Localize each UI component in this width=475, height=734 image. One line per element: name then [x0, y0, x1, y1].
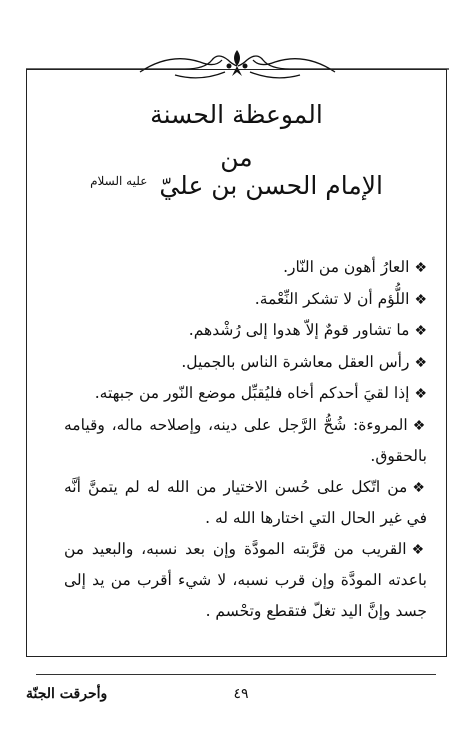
blessing-honorific: عليه السلام	[90, 173, 148, 188]
footer-divider	[36, 674, 436, 675]
saying-text: إذا لقيَ أحدكم أخاه فليُقبِّل موضع النّور من جبهته.	[94, 384, 410, 402]
running-footer-title: وأحرقت الجنّة	[26, 686, 108, 702]
saying-item	[64, 284, 427, 316]
saying-item	[64, 534, 427, 627]
bullet-icon: ❖	[414, 354, 427, 371]
saying-item	[64, 347, 427, 379]
saying-item	[64, 252, 427, 284]
title-line-3	[26, 171, 447, 200]
title-name: الإمام الحسن بن عليّ	[159, 171, 383, 200]
saying-text: القريب من قرَّبته المودَّة وإن بعد نسبه، والبعيد من باعدته المودَّة وإن قرب نسبه، لا شيء أقرب من يد إلى جسد وإنَّ اليد تغلّ فتقطع وتحْسم .	[64, 539, 427, 620]
saying-item	[64, 472, 427, 534]
bullet-icon: ❖	[412, 417, 427, 434]
saying-text: اللُّؤم أن لا تشكر النِّعْمة.	[254, 289, 410, 308]
saying-text: المروءة: شُحُّ الرَّجل على دينه، وإصلاحه ماله، وقيامه بالحقوق.	[64, 415, 427, 465]
title-line-2: من	[220, 143, 253, 172]
saying-text: العارُ أهون من النّار.	[283, 258, 410, 276]
page-number: ٤٩	[233, 686, 249, 702]
title-line-1: الموعظة الحسنة	[150, 100, 323, 129]
sayings-list	[64, 252, 427, 626]
saying-item	[64, 378, 427, 410]
bullet-icon: ❖	[414, 386, 427, 402]
bullet-icon: ❖	[414, 260, 427, 276]
saying-text: من اتّكل على حُسن الاختيار من الله له لم يتمنَّ أنَّه في غير الحال التي اختارها الله له .	[64, 477, 427, 527]
saying-item	[64, 315, 427, 347]
bullet-icon: ❖	[411, 541, 427, 558]
bullet-icon: ❖	[414, 323, 427, 339]
saying-text: رأس العقل معاشرة الناس بالجميل.	[181, 352, 410, 371]
saying-item	[64, 410, 427, 472]
saying-text: ما تشاور قومٌ إلاّ هدوا إلى رُشْدهم.	[188, 321, 410, 339]
bullet-icon: ❖	[414, 291, 427, 308]
bullet-icon: ❖	[412, 479, 427, 496]
